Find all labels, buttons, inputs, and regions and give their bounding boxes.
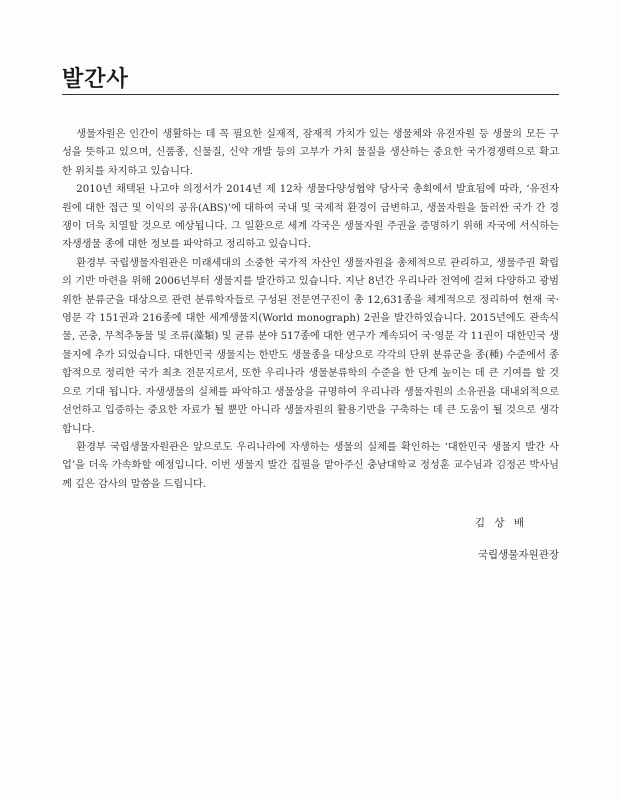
paragraph-1: 생물자원은 인간이 생활하는 데 꼭 필요한 실재적, 잠재적 가치가 있는 생물체와 유전자원 등 생물의 모든 구성을 뜻하고 있으며, 신품종, 신물질, 신약 개발 등의 고부가 가치 물질을 생산하는 중요한 국가경쟁력으로 확고한 위치를 차지하고 있습니다. xyxy=(62,129,559,177)
body-text xyxy=(62,126,559,494)
title-underline xyxy=(62,94,559,95)
paragraph-3: 환경부 국립생물자원관은 미래세대의 소중한 국가적 자산인 생물자원을 총체적으로 관리하고, 생물주권 확립의 기반 마련을 위해 2006년부터 생물지를 발간하고 있습니다. 지난 8년간 우리나라 전역에 걸쳐 다양하고 광범위한 분류군을 대상으로 관련 분류학자들로 구성된 전문연구진이 총 12,631종을 체계적으로 정리하여 현재 국·영문 각 151권과 216종에 대한 세계생물지(World monograph) 2권을 발간하였습니다. 2015년에도 관속식물, 곤충, 무척추동물 및 조류(藻類) 및 균류 분야 517종에 대한 연구가 계속되어 국·영문 각 11권이 대한민국 생물지에 추가 되었습니다. 대한민국 생물지는 한반도 생물종을 대상으로 각각의 단위 분류군을 종(種) 수준에서 종합적으로 정리한 국가 최초 전문지로서, 또한 우리나라 생물분류학의 수준을 한 단계 높이는 데 큰 기여를 할 것으로 기대 됩니다. 자생생물의 실체를 파악하고 생물상을 규명하여 우리나라 생물자원의 소유권을 대내외적으로 선언하고 입증하는 중요한 자료가 될 뿐만 아니라 생물자원의 활용기반을 구축하는 데 큰 도움이 될 것으로 생각합니다. xyxy=(62,257,559,435)
paragraph-4: 환경부 국립생물자원관은 앞으로도 우리나라에 자생하는 생물의 실체를 확인하는 ‘대한민국 생물지 발간 사업’을 더욱 가속화할 예정입니다. 이번 생물지 발간 집필을 맡아주신 충남대학교 정성훈 교수님과 김정곤 박사님께 깊은 감사의 말씀을 드립니다. xyxy=(62,441,559,490)
signature-title: 국립생물자원관장 xyxy=(477,549,559,561)
paragraph-2: 2010년 채택된 나고야 의정서가 2014년 제 12차 생물다양성협약 당사국 총회에서 발효됨에 따라, ‘유전자원에 대한 접근 및 이익의 공유(ABS)’에 대하여 국내 및 국제적 환경이 급변하고, 생물자원을 둘러싼 국가 간 경쟁이 더욱 치열할 것으로 예상됩니다. 그 일환으로 세계 각국은 생물자원 주권을 증명하기 위해 자국에 서식하는 자생생물 종에 대한 정보를 파악하고 정리하고 있습니다. xyxy=(62,184,559,251)
signature-name: 김 상 배 xyxy=(474,517,527,529)
page-title: 발간사 xyxy=(62,67,129,92)
